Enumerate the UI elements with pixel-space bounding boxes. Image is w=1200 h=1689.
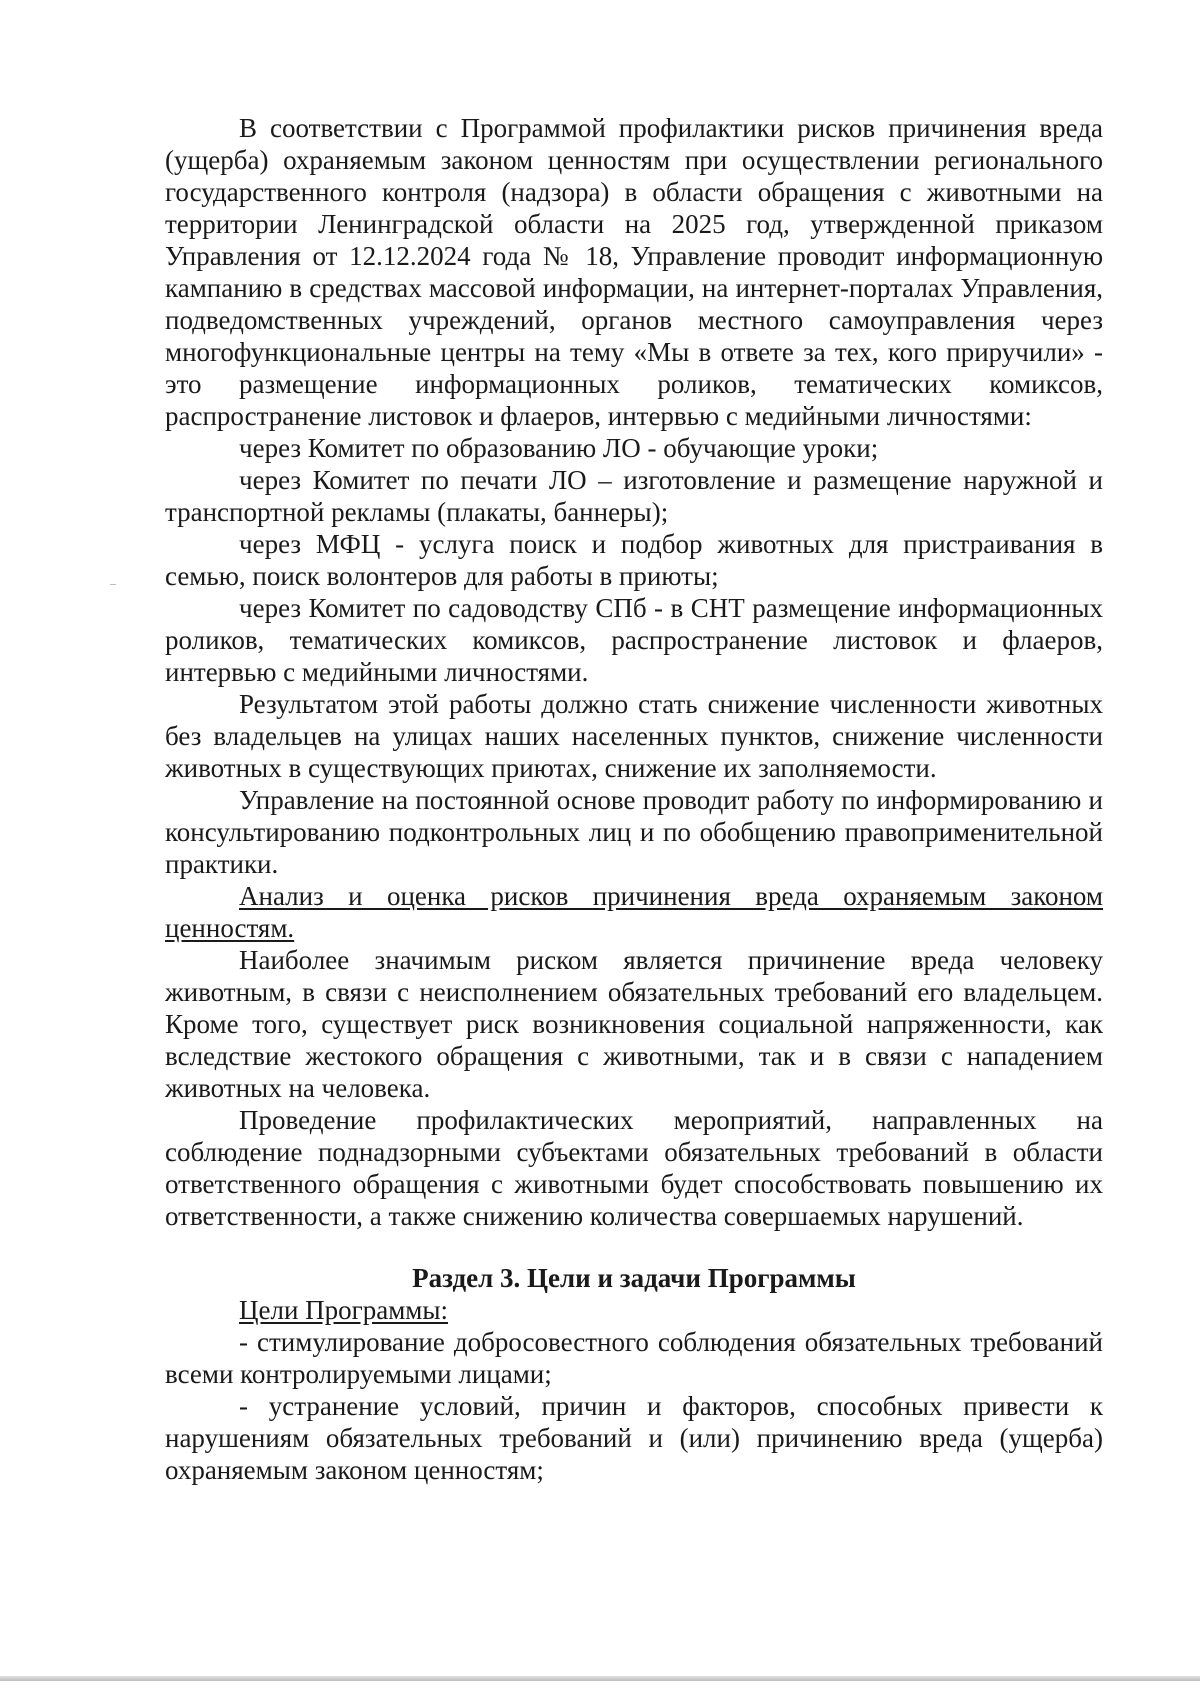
intro-paragraph: В соответствии с Программой профилактики рисков причинения вреда (ущерба) охраняемым законом ценностям при осуществлении регионального государственного контроля (надзора) в области обращения с животными на территории Ленинградской области на 2025 год, утвержденной приказом Управления от 12.12.2024 года № 18, Управление проводит информационную кампанию в средствах массовой информации, на интернет-порталах Управления, подведомственных учреждений, органов местного самоуправления через многофункциональные центры на тему «Мы в ответе за тех, кого приручили» - это размещение информационных роликов, тематических комиксов, распространение листовок и флаеров, интервью с медийными личностями:: [165, 113, 1103, 431]
list-item-gardening: через Комитет по садоводству СПб - в СНТ размещение информационных роликов, тематических комиксов, распространение листовок и флаеров, интервью с медийными личностями.: [165, 593, 1103, 687]
list-item-education: через Комитет по образованию ЛО - обучающие уроки;: [239, 433, 879, 463]
list-item-mfc: через МФЦ - услуга поиск и подбор животных для пристраивания в семью, поиск волонтеров для работы в приюты;: [165, 529, 1103, 591]
goals-title: Цели Программы:: [239, 1295, 449, 1325]
page-bottom-edge: [0, 1676, 1200, 1681]
prevention-paragraph: Проведение профилактических мероприятий, направленных на соблюдение поднадзорными субъектами обязательных требований в области ответственного обращения с животными будет способствовать повышению их ответственности, а также снижению количества совершаемых нарушений.: [165, 1105, 1103, 1231]
section-heading: Раздел 3. Цели и задачи Программы: [412, 1263, 856, 1293]
result-paragraph: Результатом этой работы должно стать снижение численности животных без владельцев на улицах наших населенных пунктов, снижение численности животных в существующих приютах, снижение их заполняемости.: [165, 689, 1103, 783]
list-item-press: через Комитет по печати ЛО – изготовление и размещение наружной и транспортной рекламы (плакаты, баннеры);: [165, 465, 1103, 527]
scan-mark: [110, 584, 116, 585]
goal-item-2: - устранение условий, причин и факторов, способных привести к нарушениям обязательных требований и (или) причинению вреда (ущерба) охраняемым законом ценностям;: [165, 1391, 1103, 1485]
risk-analysis-title: Анализ и оценка рисков причинения вреда охраняемым законом ценностям.: [165, 881, 1103, 943]
risk-paragraph: Наиболее значимым риском является причинение вреда человеку животным, в связи с неисполнением обязательных требований его владельцем. Кроме того, существует риск возникновения социальной напряженности, как вследствие жестокого обращения с животными, так и в связи с нападением животных на человека.: [165, 945, 1103, 1103]
document-page: [165, 112, 1103, 1486]
goal-item-1: - стимулирование добросовестного соблюдения обязательных требований всеми контролируемыми лицами;: [165, 1327, 1103, 1389]
consulting-paragraph: Управление на постоянной основе проводит работу по информированию и консультированию подконтрольных лиц и по обобщению правоприменительной практики.: [165, 785, 1103, 879]
